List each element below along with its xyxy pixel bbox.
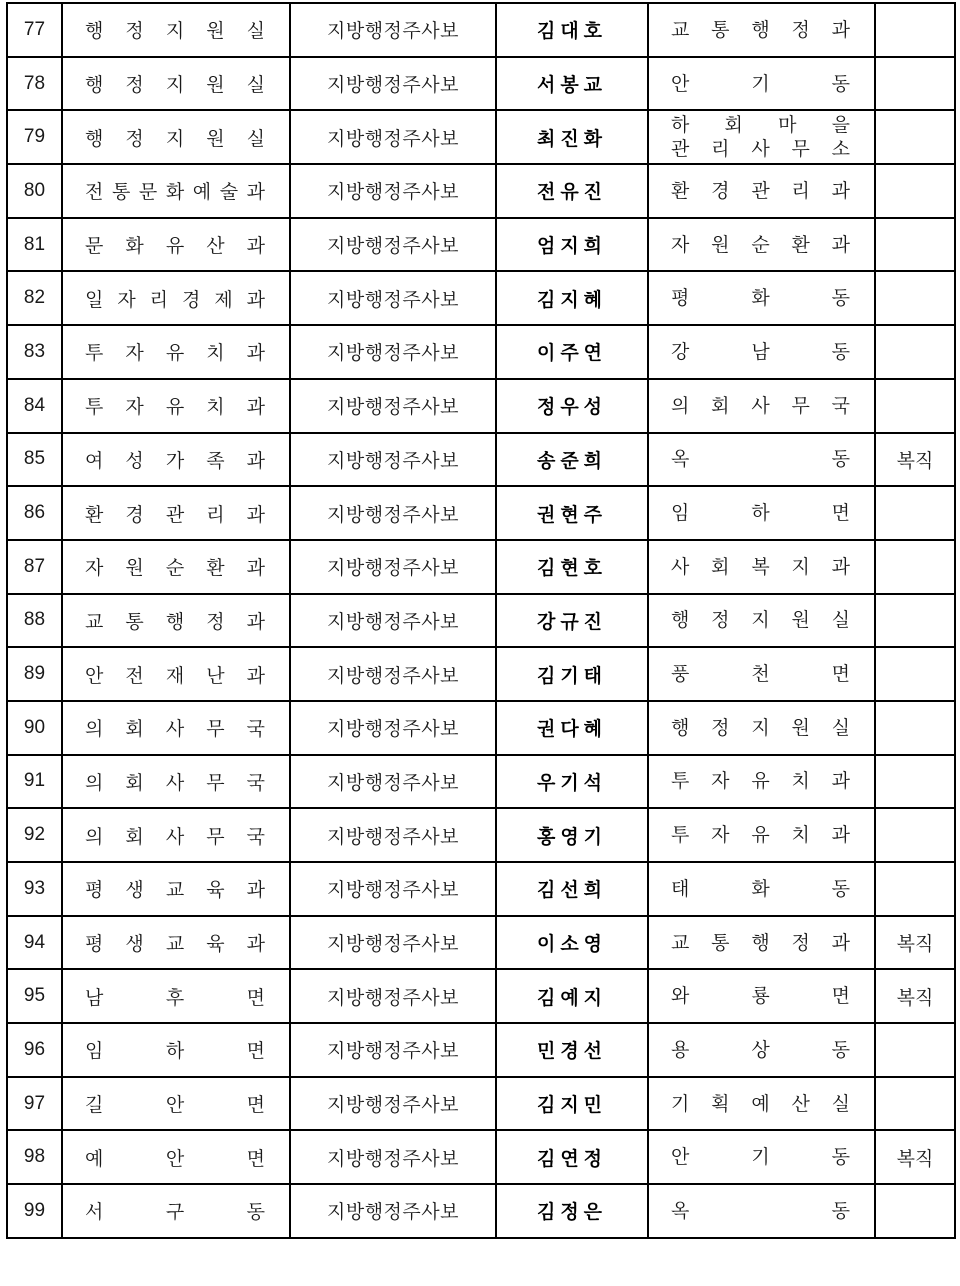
employee-name: 서봉교 xyxy=(496,57,648,111)
remark xyxy=(875,325,955,379)
new-assignment-text: 강 남 동 xyxy=(671,340,850,363)
new-assignment-text: 와 룡 면 xyxy=(671,985,850,1008)
rank: 지방행정주사보 xyxy=(290,916,496,970)
table-row xyxy=(7,486,955,540)
rank: 지방행정주사보 xyxy=(290,647,496,701)
employee-name: 민경선 xyxy=(496,1023,648,1077)
employee-name: 엄지희 xyxy=(496,218,648,272)
row-number: 80 xyxy=(7,164,62,218)
current-department xyxy=(62,916,290,970)
current-department xyxy=(62,164,290,218)
table-row xyxy=(7,164,955,218)
new-assignment-lines xyxy=(671,1145,850,1169)
rank: 지방행정주사보 xyxy=(290,433,496,487)
row-number: 83 xyxy=(7,325,62,379)
rank: 지방행정주사보 xyxy=(290,1184,496,1238)
row-number: 97 xyxy=(7,1077,62,1131)
current-department-text: 의 회 사 무 국 xyxy=(85,771,265,794)
table-row xyxy=(7,1130,955,1184)
table-row xyxy=(7,1023,955,1077)
new-assignment-text: 임 하 면 xyxy=(671,502,850,525)
new-assignment-lines xyxy=(671,18,850,42)
current-department-text: 행 정 지 원 실 xyxy=(85,127,265,150)
rank: 지방행정주사보 xyxy=(290,969,496,1023)
employee-name: 권다혜 xyxy=(496,701,648,755)
current-department xyxy=(62,3,290,57)
rank: 지방행정주사보 xyxy=(290,271,496,325)
new-assignment-lines xyxy=(671,931,850,955)
row-number: 78 xyxy=(7,57,62,111)
new-assignment-text: 용 상 동 xyxy=(671,1038,850,1061)
employee-name: 김연정 xyxy=(496,1130,648,1184)
current-department xyxy=(62,755,290,809)
new-assignment-lines xyxy=(671,447,850,471)
rank: 지방행정주사보 xyxy=(290,218,496,272)
new-assignment-lines xyxy=(671,1038,850,1062)
current-department-text: 여 성 가 족 과 xyxy=(85,449,265,472)
remark xyxy=(875,594,955,648)
new-assignment xyxy=(648,1184,875,1238)
remark xyxy=(875,540,955,594)
new-assignment-text: 투 자 유 치 과 xyxy=(671,824,850,847)
table-row xyxy=(7,1184,955,1238)
row-number: 86 xyxy=(7,486,62,540)
new-assignment xyxy=(648,1077,875,1131)
new-assignment xyxy=(648,1130,875,1184)
current-department-text: 환 경 관 리 과 xyxy=(85,503,265,526)
employee-name: 김대호 xyxy=(496,3,648,57)
table-row xyxy=(7,271,955,325)
current-department-text: 길 안 면 xyxy=(85,1094,265,1117)
row-number: 77 xyxy=(7,3,62,57)
remark xyxy=(875,1077,955,1131)
table-row xyxy=(7,862,955,916)
new-assignment xyxy=(648,916,875,970)
table-row xyxy=(7,57,955,111)
remark xyxy=(875,755,955,809)
current-department-text: 행 정 지 원 실 xyxy=(85,74,265,97)
row-number: 93 xyxy=(7,862,62,916)
current-department xyxy=(62,808,290,862)
current-department xyxy=(62,379,290,433)
new-assignment-lines xyxy=(671,769,850,793)
new-assignment-lines xyxy=(671,662,850,686)
remark xyxy=(875,164,955,218)
new-assignment xyxy=(648,57,875,111)
row-number: 98 xyxy=(7,1130,62,1184)
table-row xyxy=(7,647,955,701)
rank: 지방행정주사보 xyxy=(290,164,496,218)
employee-name: 김지혜 xyxy=(496,271,648,325)
remark xyxy=(875,271,955,325)
new-assignment xyxy=(648,433,875,487)
rank: 지방행정주사보 xyxy=(290,57,496,111)
current-department-text: 투 자 유 치 과 xyxy=(85,342,265,365)
new-assignment-lines xyxy=(671,877,850,901)
row-number: 91 xyxy=(7,755,62,809)
employee-name: 정우성 xyxy=(496,379,648,433)
table-body xyxy=(7,3,955,1238)
row-number: 88 xyxy=(7,594,62,648)
current-department xyxy=(62,110,290,164)
table-row xyxy=(7,110,955,164)
employee-name: 우기석 xyxy=(496,755,648,809)
remark xyxy=(875,379,955,433)
new-assignment-lines xyxy=(671,1199,850,1223)
new-assignment-lines xyxy=(671,340,850,364)
table-row xyxy=(7,701,955,755)
remark xyxy=(875,218,955,272)
new-assignment-text: 안 기 동 xyxy=(671,72,850,95)
table-row xyxy=(7,755,955,809)
current-department xyxy=(62,701,290,755)
new-assignment-lines xyxy=(671,394,850,418)
employee-name: 김정은 xyxy=(496,1184,648,1238)
current-department-text: 의 회 사 무 국 xyxy=(85,718,265,741)
new-assignment-lines xyxy=(671,113,850,161)
employee-name: 송준희 xyxy=(496,433,648,487)
personnel-table xyxy=(6,2,956,1239)
new-assignment-lines xyxy=(671,716,850,740)
current-department-text: 자 원 순 환 과 xyxy=(85,557,265,580)
new-assignment-lines xyxy=(671,501,850,525)
new-assignment-text: 옥 동 xyxy=(671,448,850,471)
current-department xyxy=(62,218,290,272)
remark xyxy=(875,647,955,701)
current-department xyxy=(62,486,290,540)
new-assignment xyxy=(648,3,875,57)
new-assignment-text: 안 기 동 xyxy=(671,1146,850,1169)
current-department xyxy=(62,594,290,648)
new-assignment-lines xyxy=(671,233,850,257)
table-row xyxy=(7,916,955,970)
rank: 지방행정주사보 xyxy=(290,594,496,648)
remark: 복직 xyxy=(875,916,955,970)
new-assignment xyxy=(648,969,875,1023)
remark xyxy=(875,486,955,540)
new-assignment xyxy=(648,486,875,540)
rank: 지방행정주사보 xyxy=(290,701,496,755)
current-department-text: 일 자 리 경 제 과 xyxy=(85,288,265,311)
new-assignment-text: 태 화 동 xyxy=(671,877,850,900)
rank: 지방행정주사보 xyxy=(290,379,496,433)
new-assignment-lines xyxy=(671,823,850,847)
row-number: 82 xyxy=(7,271,62,325)
current-department xyxy=(62,1184,290,1238)
remark xyxy=(875,57,955,111)
new-assignment-text: 행 정 지 원 실 xyxy=(671,609,850,632)
new-assignment xyxy=(648,647,875,701)
new-assignment xyxy=(648,271,875,325)
row-number: 89 xyxy=(7,647,62,701)
row-number: 95 xyxy=(7,969,62,1023)
rank: 지방행정주사보 xyxy=(290,1023,496,1077)
rank: 지방행정주사보 xyxy=(290,755,496,809)
remark xyxy=(875,110,955,164)
new-assignment-text: 옥 동 xyxy=(671,1199,850,1222)
current-department xyxy=(62,325,290,379)
employee-name: 김기태 xyxy=(496,647,648,701)
row-number: 84 xyxy=(7,379,62,433)
new-assignment-text: 기 획 예 산 실 xyxy=(671,1092,850,1115)
current-department xyxy=(62,647,290,701)
current-department xyxy=(62,1130,290,1184)
new-assignment-text: 하 회 마 을 xyxy=(671,114,850,137)
employee-name: 김선희 xyxy=(496,862,648,916)
row-number: 81 xyxy=(7,218,62,272)
remark xyxy=(875,3,955,57)
remark: 복직 xyxy=(875,433,955,487)
employee-name: 전유진 xyxy=(496,164,648,218)
employee-name: 최진화 xyxy=(496,110,648,164)
rank: 지방행정주사보 xyxy=(290,110,496,164)
row-number: 96 xyxy=(7,1023,62,1077)
rank: 지방행정주사보 xyxy=(290,862,496,916)
new-assignment-lines xyxy=(671,179,850,203)
new-assignment xyxy=(648,325,875,379)
new-assignment xyxy=(648,1023,875,1077)
row-number: 92 xyxy=(7,808,62,862)
remark xyxy=(875,1184,955,1238)
current-department-text: 평 생 교 육 과 xyxy=(85,879,265,902)
new-assignment xyxy=(648,110,875,164)
remark xyxy=(875,701,955,755)
table-row xyxy=(7,218,955,272)
current-department xyxy=(62,57,290,111)
employee-name: 권현주 xyxy=(496,486,648,540)
remark xyxy=(875,1023,955,1077)
new-assignment xyxy=(648,594,875,648)
current-department-text: 전 통 문 화 예 술 과 xyxy=(85,181,265,204)
remark: 복직 xyxy=(875,1130,955,1184)
table-row xyxy=(7,325,955,379)
employee-name: 이주연 xyxy=(496,325,648,379)
table-row xyxy=(7,1077,955,1131)
current-department xyxy=(62,433,290,487)
new-assignment-lines xyxy=(671,984,850,1008)
table-row xyxy=(7,808,955,862)
new-assignment-lines xyxy=(671,608,850,632)
employee-name: 김지민 xyxy=(496,1077,648,1131)
current-department-text: 투 자 유 치 과 xyxy=(85,396,265,419)
table-row xyxy=(7,540,955,594)
new-assignment xyxy=(648,540,875,594)
new-assignment-text: 의 회 사 무 국 xyxy=(671,394,850,417)
employee-name: 강규진 xyxy=(496,594,648,648)
current-department-text: 안 전 재 난 과 xyxy=(85,664,265,687)
table-row xyxy=(7,969,955,1023)
employee-name: 김현호 xyxy=(496,540,648,594)
current-department xyxy=(62,969,290,1023)
row-number: 79 xyxy=(7,110,62,164)
rank: 지방행정주사보 xyxy=(290,540,496,594)
new-assignment-lines xyxy=(671,286,850,310)
employee-name: 김예지 xyxy=(496,969,648,1023)
table-row xyxy=(7,3,955,57)
remark: 복직 xyxy=(875,969,955,1023)
remark xyxy=(875,862,955,916)
rank: 지방행정주사보 xyxy=(290,1077,496,1131)
table-row xyxy=(7,433,955,487)
row-number: 94 xyxy=(7,916,62,970)
new-assignment xyxy=(648,862,875,916)
current-department-text: 행 정 지 원 실 xyxy=(85,20,265,43)
current-department-text: 예 안 면 xyxy=(85,1147,265,1170)
current-department xyxy=(62,1077,290,1131)
new-assignment xyxy=(648,808,875,862)
new-assignment-text: 환 경 관 리 과 xyxy=(671,179,850,202)
current-department xyxy=(62,540,290,594)
new-assignment-text: 투 자 유 치 과 xyxy=(671,770,850,793)
row-number: 99 xyxy=(7,1184,62,1238)
new-assignment-lines xyxy=(671,1092,850,1116)
current-department xyxy=(62,271,290,325)
new-assignment-text: 관 리 사 무 소 xyxy=(671,138,850,161)
table-row xyxy=(7,594,955,648)
current-department-text: 임 하 면 xyxy=(85,1040,265,1063)
new-assignment xyxy=(648,755,875,809)
rank: 지방행정주사보 xyxy=(290,325,496,379)
new-assignment xyxy=(648,379,875,433)
new-assignment-text: 자 원 순 환 과 xyxy=(671,233,850,256)
row-number: 87 xyxy=(7,540,62,594)
current-department xyxy=(62,1023,290,1077)
new-assignment-text: 풍 천 면 xyxy=(671,663,850,686)
employee-name: 이소영 xyxy=(496,916,648,970)
new-assignment xyxy=(648,164,875,218)
table-row xyxy=(7,379,955,433)
new-assignment-text: 교 통 행 정 과 xyxy=(671,931,850,954)
employee-name: 홍영기 xyxy=(496,808,648,862)
new-assignment xyxy=(648,218,875,272)
rank: 지방행정주사보 xyxy=(290,3,496,57)
row-number: 85 xyxy=(7,433,62,487)
new-assignment-text: 평 화 동 xyxy=(671,287,850,310)
current-department-text: 남 후 면 xyxy=(85,986,265,1009)
current-department-text: 문 화 유 산 과 xyxy=(85,235,265,258)
current-department-text: 서 구 동 xyxy=(85,1201,265,1224)
new-assignment-lines xyxy=(671,555,850,579)
remark xyxy=(875,808,955,862)
new-assignment-text: 사 회 복 지 과 xyxy=(671,555,850,578)
rank: 지방행정주사보 xyxy=(290,808,496,862)
new-assignment-text: 교 통 행 정 과 xyxy=(671,18,850,41)
current-department-text: 교 통 행 정 과 xyxy=(85,610,265,633)
current-department-text: 평 생 교 육 과 xyxy=(85,933,265,956)
row-number: 90 xyxy=(7,701,62,755)
new-assignment-lines xyxy=(671,72,850,96)
new-assignment-text: 행 정 지 원 실 xyxy=(671,716,850,739)
rank: 지방행정주사보 xyxy=(290,1130,496,1184)
new-assignment xyxy=(648,701,875,755)
current-department xyxy=(62,862,290,916)
current-department-text: 의 회 사 무 국 xyxy=(85,825,265,848)
rank: 지방행정주사보 xyxy=(290,486,496,540)
